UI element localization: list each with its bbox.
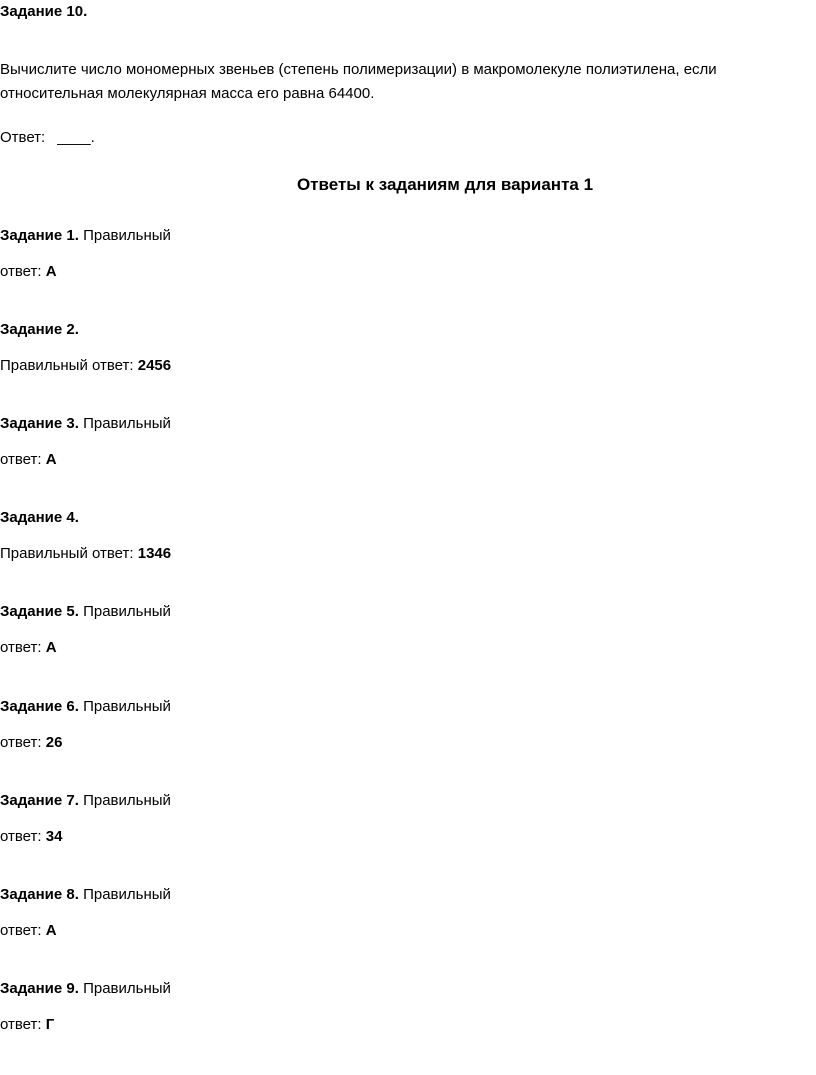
- answer-1-line2: ответ: А: [0, 263, 57, 280]
- answer-3-line1: Задание 3. Правильный: [0, 415, 171, 432]
- task10-answer-label: Ответ:: [0, 129, 46, 146]
- answer-6-line2: ответ: 26: [0, 734, 63, 751]
- answer-6-label: Задание 6.: [0, 698, 79, 715]
- answer-2-value: 2456: [137, 357, 172, 374]
- answer-7-line2: ответ: 34: [0, 828, 63, 845]
- answer-2-line2: Правильный ответ: 2456: [0, 357, 172, 374]
- answer-5-line1: Задание 5. Правильный: [0, 603, 171, 620]
- answer-9-label: Задание 9.: [0, 980, 79, 997]
- answer-5-label: Задание 5.: [0, 603, 79, 620]
- task10-answer-line: [0, 128, 95, 148]
- answer-6-value: 26: [45, 734, 63, 751]
- answer-1-label: Задание 1.: [0, 227, 79, 244]
- answer-8-line1: Задание 8. Правильный: [0, 886, 171, 903]
- answers-heading: Ответы к заданиям для варианта 1: [296, 175, 594, 194]
- task10-answer-blank: ____.: [57, 129, 95, 146]
- answer-7-line1: Задание 7. Правильный: [0, 792, 171, 809]
- answer-8-label: Задание 8.: [0, 886, 79, 903]
- task10-title: Задание 10.: [0, 3, 88, 20]
- answer-4-value: 1346: [137, 545, 172, 562]
- answer-4-line1: [0, 508, 79, 528]
- answer-3-line2: ответ: А: [0, 451, 57, 468]
- answer-9-line1: Задание 9. Правильный: [0, 980, 171, 997]
- task10-question: Вычислите число мономерных звеньев (степень полимеризации) в макромолекуле полиэтилена, если относительная молекулярная масса его равна 64400.: [0, 61, 717, 102]
- answer-5-line2: ответ: А: [0, 639, 57, 656]
- answer-2-line1: [0, 320, 79, 340]
- answer-1-line1: Задание 1. Правильный: [0, 227, 171, 244]
- answer-9-value: Г: [45, 1016, 55, 1033]
- answer-8-line2: ответ: А: [0, 922, 57, 939]
- answer-3-value: А: [45, 451, 57, 468]
- answer-7-value: 34: [45, 828, 63, 845]
- answer-2-label: Задание 2.: [0, 321, 79, 338]
- answer-8-value: А: [45, 922, 57, 939]
- answer-6-line1: Задание 6. Правильный: [0, 698, 171, 715]
- answer-9-line2: ответ: Г: [0, 1016, 55, 1033]
- answer-4-line2: Правильный ответ: 1346: [0, 545, 172, 562]
- answer-5-value: А: [45, 639, 57, 656]
- answer-3-label: Задание 3.: [0, 415, 79, 432]
- answer-7-label: Задание 7.: [0, 792, 79, 809]
- answer-4-label: Задание 4.: [0, 509, 79, 526]
- answer-1-value: А: [45, 263, 57, 280]
